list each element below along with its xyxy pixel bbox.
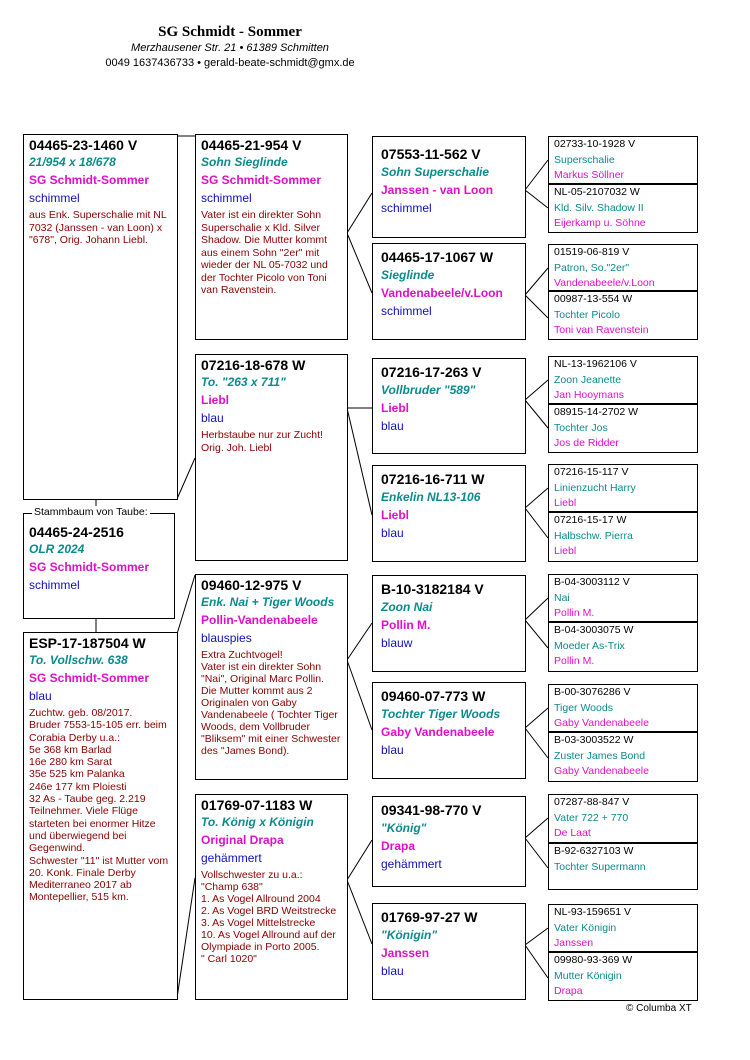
- ff-color: schimmel: [201, 191, 252, 205]
- gen4-breeder: Janssen: [554, 937, 594, 949]
- gen4-breeder: Gaby Vandenabeele: [554, 717, 649, 729]
- gen3-breeder: Liebl: [381, 401, 410, 415]
- mm-note: Vollschwester zu u.a.: "Champ 638" 1. As Vogel Allround 2004 2. As Vogel BRD Weitstrecke 3. As Vogel Mittelstrecke 10. As Vogel Allround auf der Olympiade in Porto 2005. " Carl 1020": [201, 869, 337, 965]
- gen4-ring: B-04-3003112 V: [554, 576, 630, 588]
- gen4-card[interactable]: [548, 464, 698, 512]
- breeder-contact: 0049 1637436733 • gerald-beate-schmidt@gmx.de: [105, 57, 355, 69]
- father-ring: 04465-23-1460 V: [29, 137, 138, 153]
- gen3-ring: 09341-98-770 V: [381, 802, 482, 818]
- mf-subtitle: Enk. Nai + Tiger Woods: [201, 595, 335, 609]
- gen4-card[interactable]: [548, 184, 698, 233]
- gen4-name: Halbschw. Pierra: [554, 529, 633, 542]
- mother-father-card[interactable]: [195, 574, 348, 780]
- gen4-card[interactable]: [548, 291, 698, 340]
- gen4-breeder: Jos de Ridder: [554, 437, 619, 449]
- gen4-card[interactable]: [548, 404, 698, 453]
- gen4-breeder: Eijerkamp u. Söhne: [554, 217, 646, 229]
- gen4-card[interactable]: [548, 794, 698, 843]
- gen3-subtitle: "König": [381, 821, 427, 835]
- gen4-ring: 07216-15-17 W: [554, 514, 627, 526]
- father-note: aus Enk. Superschalie mit NL 7032 (Janssen - van Loon) x "678", Orig. Johann Liebl.: [29, 209, 167, 246]
- gen4-card[interactable]: [548, 622, 698, 672]
- mm-breeder: Original Drapa: [201, 833, 284, 847]
- gen4-breeder: De Laat: [554, 827, 591, 839]
- ff-ring: 04465-21-954 V: [201, 137, 302, 153]
- ff-breeder: SG Schmidt-Sommer: [201, 173, 322, 187]
- subject-color: schimmel: [29, 578, 80, 592]
- gen4-name: Vater Königin: [554, 921, 617, 934]
- gen3-breeder: Drapa: [381, 839, 416, 853]
- breeder-address: Merzhausener Str. 21 • 61389 Schmitten: [131, 42, 329, 54]
- gen3-breeder: Janssen - van Loon: [381, 183, 494, 197]
- gen3-breeder: Liebl: [381, 508, 410, 522]
- gen3-breeder: Janssen: [381, 946, 430, 960]
- gen4-breeder: Pollin M.: [554, 607, 595, 619]
- breeder-title: SG Schmidt - Sommer: [158, 24, 302, 40]
- gen3-subtitle: Sohn Superschalie: [381, 165, 490, 179]
- ff-note: Vater ist ein direkter Sohn Superschalie x Kld. Silver Shadow. Die Mutter kommt aus einem Sohn "2er" mit wieder der NL 05-7032 und der Tochter Picolo von Toni van Ravenstein.: [201, 209, 328, 296]
- gen3-subtitle: "Königin": [381, 928, 438, 942]
- gen3-card[interactable]: [372, 796, 526, 887]
- gen3-subtitle: Zoon Nai: [381, 600, 433, 614]
- gen4-name: Patron, So."2er": [554, 261, 630, 274]
- gen3-color: blau: [381, 526, 404, 540]
- mf-ring: 09460-12-975 V: [201, 577, 302, 593]
- gen4-card[interactable]: [548, 904, 698, 952]
- gen4-name: Vater 722 + 770: [554, 811, 629, 824]
- gen4-ring: 07216-15-117 V: [554, 466, 629, 478]
- subject-breeder: SG Schmidt-Sommer: [29, 560, 150, 574]
- gen4-ring: 02733-10-1928 V: [554, 138, 636, 150]
- gen3-card[interactable]: [372, 358, 526, 454]
- gen4-breeder: Vandenabeele/v.Loon: [554, 277, 655, 289]
- mf-color: blauspies: [201, 631, 252, 645]
- gen3-color: blau: [381, 419, 404, 433]
- gen4-ring: B-04-3003075 W: [554, 624, 634, 636]
- gen3-subtitle: Enkelin NL13-106: [381, 490, 481, 504]
- fm-note: Herbstaube nur zur Zucht! Orig. Joh. Liebl: [201, 429, 323, 454]
- gen4-breeder: Markus Söllner: [554, 169, 625, 181]
- gen4-name: Zuster James Bond: [554, 749, 646, 762]
- gen4-ring: B-03-3003522 W: [554, 734, 634, 746]
- father-color: schimmel: [29, 191, 80, 205]
- gen4-name: Linienzucht Harry: [554, 481, 636, 494]
- gen3-card[interactable]: [372, 903, 526, 1000]
- gen3-breeder: Gaby Vandenabeele: [381, 725, 495, 739]
- gen4-card[interactable]: [548, 244, 698, 291]
- mm-ring: 01769-07-1183 W: [201, 797, 313, 813]
- gen3-card[interactable]: [372, 243, 526, 340]
- mf-note: Extra Zuchtvogel! Vater ist ein direkter Sohn "Nai", Original Marc Pollin. Die Mutter kommt aus 2 Originalen von Gaby Vandenabeele ( Tochter Tiger Woods, dem Vollbruder "Bliksem" mit einer Schwester des "James Bond).: [201, 649, 341, 757]
- gen4-ring: 09980-93-369 W: [554, 954, 633, 966]
- gen4-name: Zoon Jeanette: [554, 373, 622, 386]
- mm-subtitle: To. König x Königin: [201, 815, 314, 829]
- gen4-card[interactable]: [548, 684, 698, 732]
- father-card[interactable]: [23, 134, 178, 500]
- fm-subtitle: To. "263 x 711": [201, 375, 286, 389]
- gen3-subtitle: Sieglinde: [381, 268, 435, 282]
- mother-card[interactable]: [23, 632, 178, 1000]
- mother-subtitle: To. Vollschw. 638: [29, 653, 128, 667]
- gen3-ring: 07216-16-711 W: [381, 471, 485, 487]
- gen3-breeder: Vandenabeele/v.Loon: [381, 286, 503, 300]
- gen4-name: Nai: [554, 591, 570, 604]
- gen4-name: Kld. Silv. Shadow II: [554, 201, 644, 214]
- gen4-breeder: Drapa: [554, 985, 583, 997]
- gen4-card[interactable]: [548, 952, 698, 1001]
- gen4-name: Tochter Supermann: [554, 860, 646, 873]
- gen3-subtitle: Vollbruder "589": [381, 383, 476, 397]
- gen4-ring: 01519-06-819 V: [554, 246, 630, 258]
- subject-card[interactable]: [23, 513, 175, 619]
- gen4-breeder: Toni van Ravenstein: [554, 324, 649, 336]
- fm-color: blau: [201, 411, 224, 425]
- gen4-card[interactable]: [548, 732, 698, 782]
- gen4-card[interactable]: [548, 574, 698, 622]
- gen4-breeder: Gaby Vandenabeele: [554, 765, 649, 777]
- gen4-ring: NL-93-159651 V: [554, 906, 632, 918]
- father-breeder: SG Schmidt-Sommer: [29, 173, 150, 187]
- gen4-card[interactable]: [548, 843, 698, 890]
- gen4-name: Superschalie: [554, 153, 615, 166]
- gen4-name: Mutter Königin: [554, 969, 622, 982]
- copyright: © Columba XT: [626, 1003, 692, 1014]
- ff-subtitle: Sohn Sieglinde: [201, 155, 288, 169]
- father-subtitle: 21/954 x 18/678: [29, 155, 116, 169]
- father-mother-card[interactable]: [195, 354, 348, 561]
- mother-breeder: SG Schmidt-Sommer: [29, 671, 150, 685]
- gen4-ring: 07287-88-847 V: [554, 796, 630, 808]
- gen4-card[interactable]: [548, 512, 698, 562]
- gen3-ring: 04465-17-1067 W: [381, 249, 494, 265]
- gen4-breeder: Jan Hooymans: [554, 389, 625, 401]
- gen3-subtitle: Tochter Tiger Woods: [381, 707, 501, 721]
- gen3-ring: 07216-17-263 V: [381, 364, 482, 380]
- gen3-color: schimmel: [381, 304, 432, 318]
- father-father-card[interactable]: [195, 134, 348, 340]
- gen3-color: blau: [381, 743, 404, 757]
- gen4-card[interactable]: [548, 356, 698, 404]
- subject-subtitle: OLR 2024: [29, 542, 85, 556]
- gen3-color: blauw: [381, 636, 413, 650]
- gen4-ring: NL-13-1962106 V: [554, 358, 637, 370]
- gen4-ring: 00987-13-554 W: [554, 293, 633, 305]
- gen4-name: Tiger Woods: [554, 701, 613, 714]
- gen3-color: gehämmert: [381, 857, 442, 871]
- mm-color: gehämmert: [201, 851, 262, 865]
- gen3-breeder: Pollin M.: [381, 618, 431, 632]
- gen4-name: Tochter Picolo: [554, 308, 620, 321]
- subject-label: Stammbaum von Taube:: [34, 506, 148, 518]
- mother-ring: ESP-17-187504 W: [29, 635, 146, 651]
- gen3-card[interactable]: [372, 682, 526, 779]
- gen4-breeder: Pollin M.: [554, 655, 595, 667]
- gen4-ring: 08915-14-2702 W: [554, 406, 639, 418]
- mother-color: blau: [29, 689, 52, 703]
- mf-breeder: Pollin-Vandenabeele: [201, 613, 318, 627]
- gen4-breeder: Liebl: [554, 497, 577, 509]
- fm-ring: 07216-18-678 W: [201, 357, 306, 373]
- fm-breeder: Liebl: [201, 393, 230, 407]
- gen3-card[interactable]: [372, 575, 526, 672]
- gen4-ring: B-00-3076286 V: [554, 686, 631, 698]
- gen4-name: Tochter Jos: [554, 421, 608, 434]
- gen4-ring: NL-05-2107032 W: [554, 186, 640, 198]
- gen3-card[interactable]: [372, 465, 526, 562]
- gen3-color: schimmel: [381, 201, 432, 215]
- gen3-ring: 01769-97-27 W: [381, 909, 478, 925]
- gen3-card[interactable]: [372, 136, 526, 238]
- gen3-ring: 09460-07-773 W: [381, 688, 486, 704]
- gen3-ring: B-10-3182184 V: [381, 581, 484, 597]
- gen3-ring: 07553-11-562 V: [381, 146, 481, 162]
- gen4-card[interactable]: [548, 136, 698, 184]
- gen4-name: Moeder As-Trix: [554, 639, 625, 652]
- mother-note: Zuchtw. geb. 08/2017. Bruder 7553-15-105 err. beim Corabia Derby u.a.: 5e 368 km Barlad 16e 280 km Sarat 35e 525 km Palanka 246e 177 km Ploiesti 32 As - Taube geg. 2.219 Teilnehmer. Viele Flüge starteten bei enormer Hitze und überwiegend bei Gegenwind. Schwester "11" ist Mutter vom 20. Konk. Finale Derby Mediterraneo 2017 ab Montepellier, 515 km.: [29, 707, 169, 904]
- gen4-breeder: Liebl: [554, 545, 577, 557]
- subject-ring: 04465-24-2516: [29, 524, 124, 540]
- gen3-color: blau: [381, 964, 404, 978]
- gen4-ring: B-92-6327103 W: [554, 845, 634, 857]
- mother-mother-card[interactable]: [195, 794, 348, 1000]
